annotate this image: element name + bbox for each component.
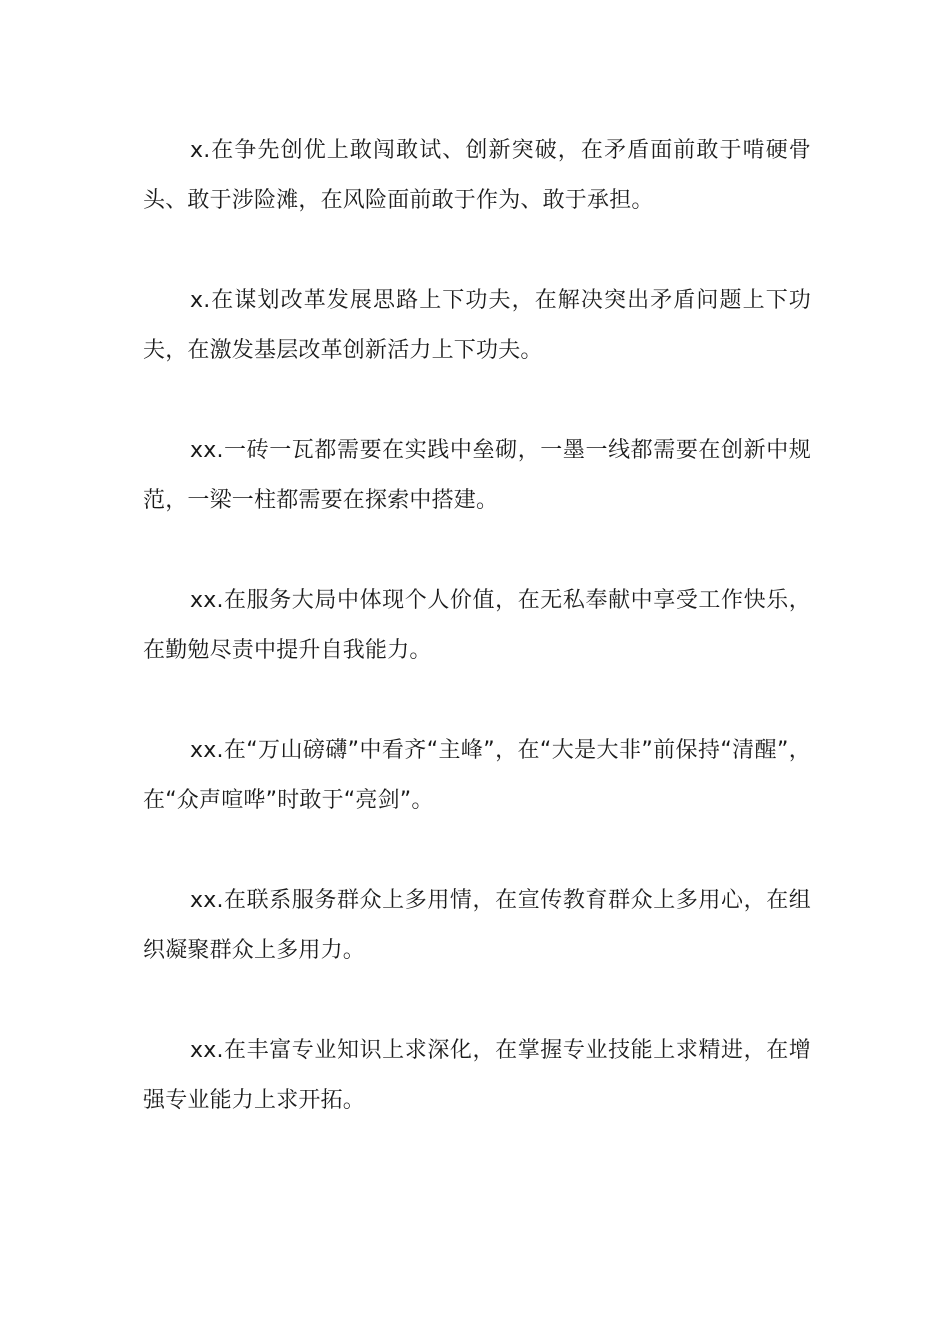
- paragraph-2: x.在谋划改革发展思路上下功夫，在解决突出矛盾问题上下功夫，在激发基层改革创新活力上下功夫。: [143, 288, 811, 363]
- document-body: [143, 126, 811, 1176]
- paragraph-6: xx.在联系服务群众上多用情，在宣传教育群众上多用心，在组织凝聚群众上多用力。: [143, 888, 811, 963]
- paragraph-7: xx.在丰富专业知识上求深化，在掌握专业技能上求精进，在增强专业能力上求开拓。: [143, 1038, 811, 1113]
- paragraph-3: xx.一砖一瓦都需要在实践中垒砌，一墨一线都需要在创新中规范，一梁一柱都需要在探索中搭建。: [143, 438, 811, 513]
- paragraph-4: xx.在服务大局中体现个人价值，在无私奉献中享受工作快乐，在勤勉尽责中提升自我能力。: [143, 588, 811, 663]
- paragraph-1: x.在争先创优上敢闯敢试、创新突破，在矛盾面前敢于啃硬骨头、敢于涉险滩，在风险面前敢于作为、敢于承担。: [143, 138, 811, 213]
- paragraph-5: xx.在“万山磅礴”中看齐“主峰”，在“大是大非”前保持“清醒”，在“众声喧哗”时敢于“亮剑”。: [143, 738, 811, 813]
